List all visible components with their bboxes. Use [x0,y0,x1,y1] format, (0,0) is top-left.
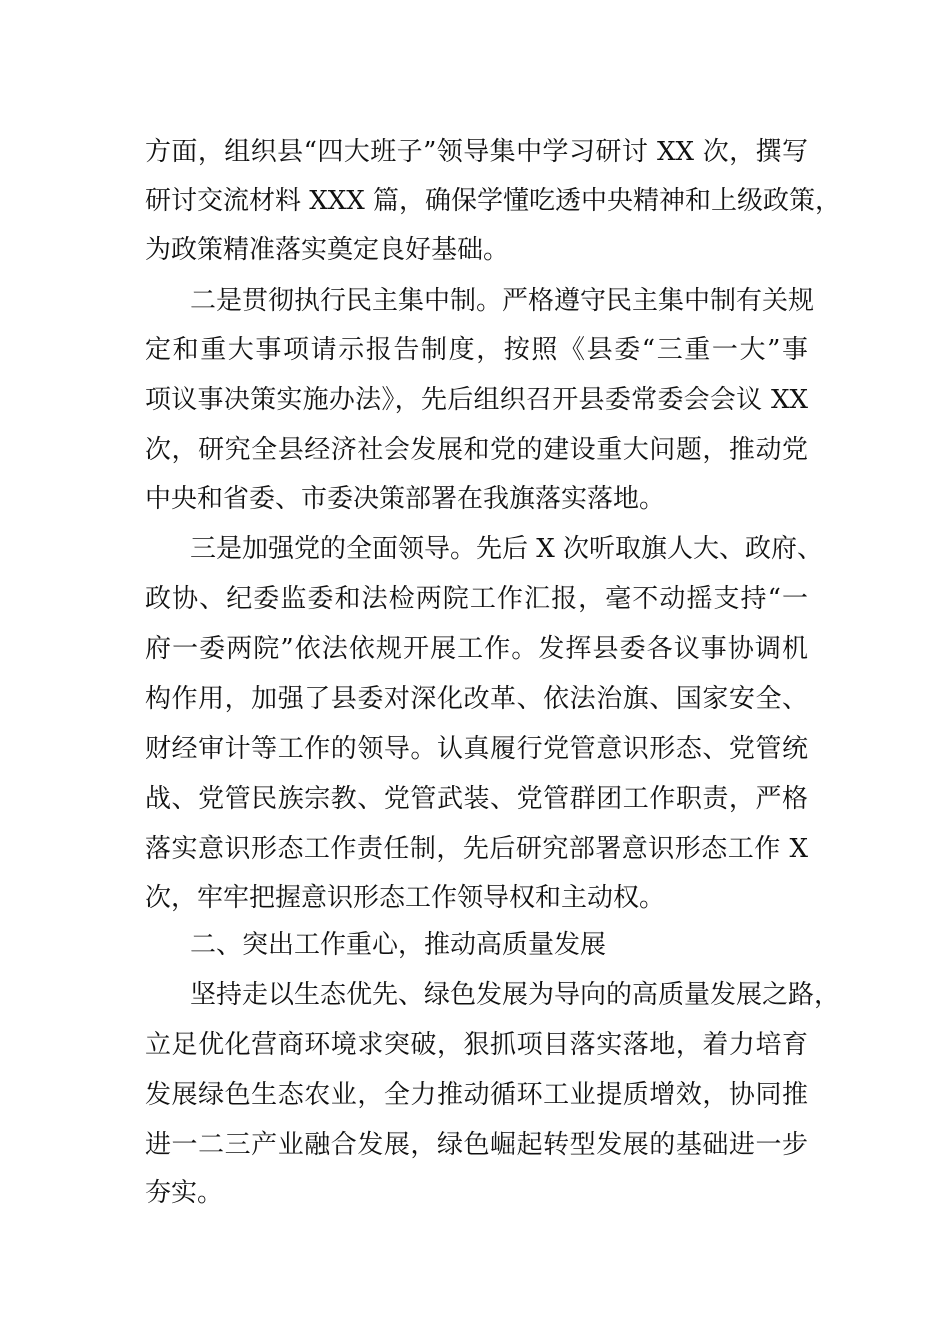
text-line: 府一委两院”依法依规开展工作。发挥县委各议事协调机 [145,634,808,664]
text-line: 落实意识形态工作责任制，先后研究部署意识形态工作 X [145,834,808,864]
text-line: 中央和省委、市委决策部署在我旗落实落地。 [145,484,666,514]
text-line: 构作用，加强了县委对深化改革、依法治旗、国家安全、 [145,684,808,714]
text-line: 次，研究全县经济社会发展和党的建设重大问题，推动党 [145,435,808,465]
text-line: 方面，组织县“四大班子”领导集中学习研讨 XX 次，撰写 [145,137,808,167]
text-line: 二、突出工作重心，推动高质量发展 [190,930,607,960]
text-line: 三是加强党的全面领导。先后 X 次听取旗人大、政府、 [190,534,824,564]
text-line: 战、党管民族宗教、党管武装、党管群团工作职责，严格 [145,784,808,814]
text-line: 立足优化营商环境求突破，狠抓项目落实落地，着力培育 [145,1030,808,1060]
text-line: 项议事决策实施办法》，先后组织召开县委常委会会议 XX [145,385,808,415]
text-line: 次，牢牢把握意识形态工作领导权和主动权。 [145,883,666,913]
text-line: 二是贯彻执行民主集中制。严格遵守民主集中制有关规 [190,286,815,316]
text-line: 发展绿色生态农业，全力推动循环工业提质增效，协同推 [145,1080,808,1110]
text-line: 研讨交流材料 XXX 篇，确保学懂吃透中央精神和上级政策， [145,186,842,216]
text-line: 财经审计等工作的领导。认真履行党管意识形态、党管统 [145,734,808,764]
text-line: 定和重大事项请示报告制度，按照《县委“三重一大”事 [145,335,808,365]
text-line: 夯实。 [145,1178,224,1208]
text-line: 进一二三产业融合发展，绿色崛起转型发展的基础进一步 [145,1130,808,1160]
text-line: 为政策精准落实奠定良好基础。 [145,235,510,265]
text-line: 政协、纪委监委和法检两院工作汇报，毫不动摇支持“一 [145,584,808,614]
text-line: 坚持走以生态优先、绿色发展为导向的高质量发展之路， [190,980,841,1010]
